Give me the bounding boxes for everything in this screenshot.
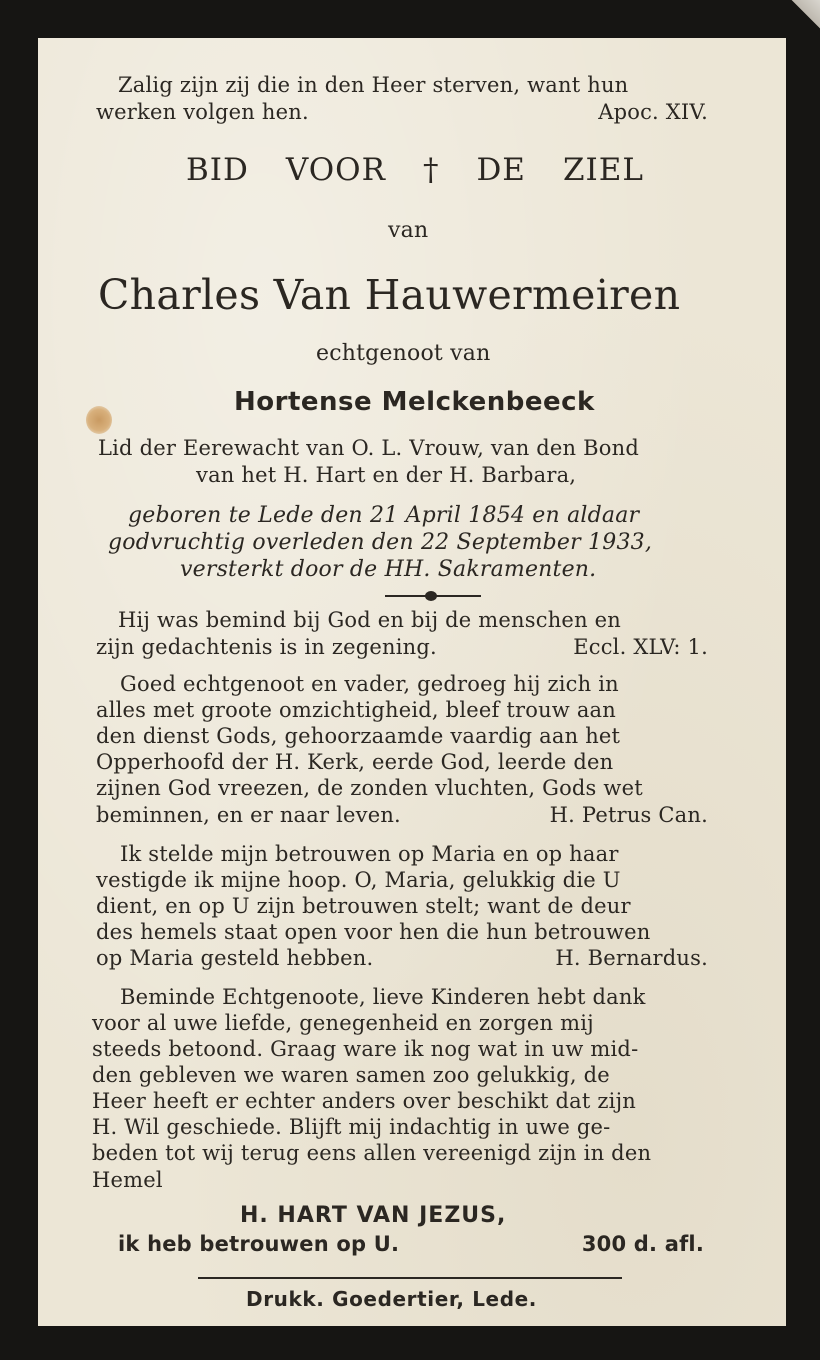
paragraph3-last-text: op Maria gesteld hebben. — [96, 946, 374, 970]
paragraph4-line-6: H. Wil geschiede. Blijft mij indachtig in uwe ge- — [92, 1115, 611, 1139]
epigraph-text: werken volgen hen. — [96, 100, 309, 124]
van-label: van — [388, 218, 429, 243]
membership-line-2: van het H. Hart en der H. Barbara, — [196, 463, 577, 487]
prayer-text: ik heb betrouwen op U. — [118, 1232, 400, 1256]
paragraph3-line-4: des hemels staat open voor hen die hun betrouwen — [96, 920, 651, 944]
prayer-line-1: H. HART VAN JEZUS, — [240, 1203, 507, 1228]
paragraph2-line-2: alles met groote omzichtigheid, bleef trouw aan — [96, 698, 617, 722]
paragraph2-reference: H. Petrus Can. — [549, 803, 708, 827]
epigraph-line-1: Zalig zijn zij die in den Heer sterven, want hun — [118, 73, 629, 97]
membership-line-1: Lid der Eerewacht van O. L. Vrouw, van den Bond — [98, 436, 640, 460]
paragraph4-last-line: Hemel — [92, 1168, 163, 1192]
indulgence-note: 300 d. afl. — [581, 1232, 704, 1256]
paragraph2-last-line — [96, 803, 708, 827]
paragraph4-line-2: voor al uwe liefde, genegenheid en zorgen mij — [92, 1011, 594, 1035]
paper-stain — [86, 406, 112, 434]
prayer-line-2 — [118, 1232, 704, 1256]
paragraph1-line-1: Hij was bemind bij God en bij de menschen en — [118, 608, 622, 632]
paragraph3-line-2: vestigde ik mijne hoop. O, Maria, gelukkig die U — [96, 868, 621, 892]
epigraph-reference: Apoc. XIV. — [598, 100, 708, 124]
printer-rule — [198, 1277, 622, 1279]
heading-word-ziel: ZIEL — [562, 152, 644, 188]
paragraph2-line-5: zijnen God vreezen, de zonden vluchten, Gods wet — [96, 776, 643, 800]
deceased-name: Charles Van Hauwermeiren — [98, 271, 681, 319]
vitals-line-3: versterkt door de HH. Sakramenten. — [180, 557, 597, 582]
card-corner-wear — [780, 0, 820, 30]
spouse-label: echtgenoot van — [316, 341, 491, 366]
heading-word-voor: VOOR — [285, 152, 386, 188]
ornament-dot — [425, 591, 437, 601]
vitals-line-1: geboren te Lede den 21 April 1854 en aldaar — [128, 503, 640, 528]
paragraph4-line-1: Beminde Echtgenoote, lieve Kinderen hebt dank — [120, 985, 646, 1009]
heading-word-bid: BID — [186, 152, 249, 188]
paragraph3-reference: H. Bernardus. — [555, 946, 708, 970]
paragraph2-line-3: den dienst Gods, gehoorzaamde vaardig aan het — [96, 724, 621, 748]
paragraph4-line-3: steeds betoond. Graag ware ik nog wat in uw mid- — [92, 1037, 639, 1061]
paragraph3-last-line — [96, 946, 708, 970]
paragraph1-last-text: zijn gedachtenis is in zegening. — [96, 635, 437, 659]
paragraph2-last-text: beminnen, en er naar leven. — [96, 803, 401, 827]
paragraph1-reference: Eccl. XLV: 1. — [573, 635, 708, 659]
paragraph4-line-5: Heer heeft er echter anders over beschikt dat zijn — [92, 1089, 637, 1113]
vitals-line-2: godvruchtig overleden den 22 September 1933, — [108, 530, 653, 555]
paragraph2-line-1: Goed echtgenoot en vader, gedroeg hij zich in — [120, 672, 619, 696]
paragraph3-line-1: Ik stelde mijn betrouwen op Maria en op haar — [120, 842, 619, 866]
cross-icon: † — [422, 152, 440, 188]
printer-credit: Drukk. Goedertier, Lede. — [246, 1287, 537, 1311]
paragraph1-last-line — [96, 635, 708, 659]
spouse-name: Hortense Melckenbeeck — [234, 387, 595, 417]
paragraph4-line-4: den gebleven we waren samen zoo gelukkig, de — [92, 1063, 610, 1087]
paragraph4-line-7: beden tot wij terug eens allen vereenigd zijn in den — [92, 1141, 652, 1165]
epigraph-line-2 — [96, 100, 708, 124]
paragraph3-line-3: dient, en op U zijn betrouwen stelt; want de deur — [96, 894, 631, 918]
paragraph2-line-4: Opperhoofd der H. Kerk, eerde God, leerde den — [96, 750, 614, 774]
heading — [186, 152, 644, 188]
heading-word-de: DE — [476, 152, 526, 188]
